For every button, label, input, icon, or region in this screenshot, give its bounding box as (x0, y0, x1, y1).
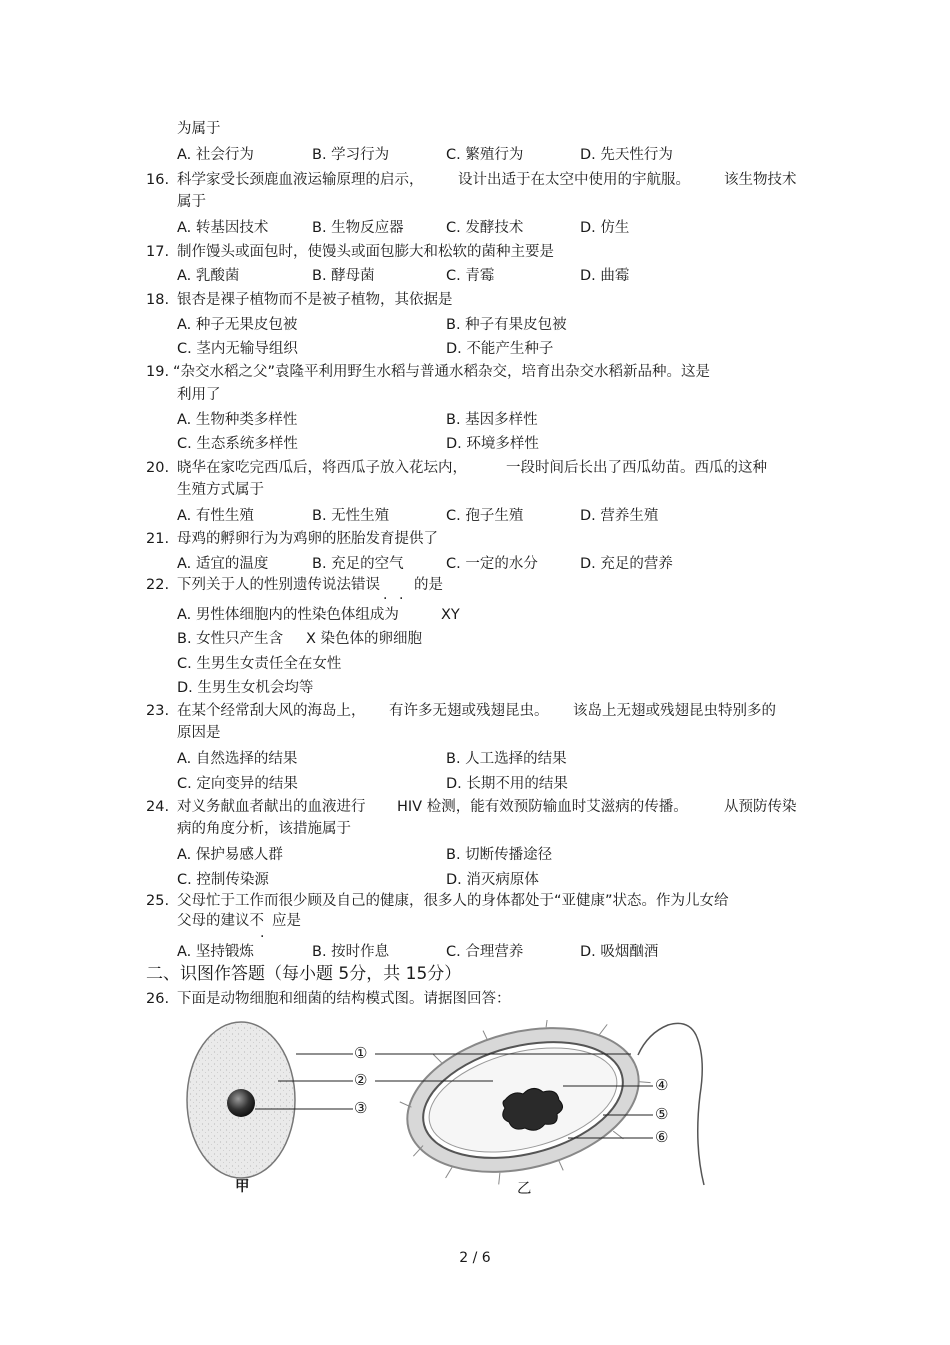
label-6: ⑥ (655, 1128, 669, 1146)
q24-stem-line2: 病的角度分析，该措施属于 (177, 821, 351, 837)
q23-option-d: D. 长期不用的结果 (446, 776, 568, 792)
q21-option-c: C. 一定的水分 (446, 556, 538, 572)
q16-stem-part3: 该生物技术 (724, 172, 797, 188)
q15-option-b: B. 学习行为 (312, 147, 390, 163)
emphasis-dot: . (383, 587, 388, 603)
q23-number: 23. (146, 703, 170, 719)
q21-option-d: D. 充足的营养 (580, 556, 673, 572)
q16-option-d: D. 仿生 (580, 220, 630, 236)
q24-option-c: C. 控制传染源 (177, 872, 269, 888)
q21-stem: 母鸡的孵卵行为为鸡卵的胚胎发育提供了 (177, 531, 438, 547)
q18-option-d: D. 不能产生种子 (446, 341, 554, 357)
q20-stem-line2: 生殖方式属于 (177, 482, 264, 498)
cell-diagram (183, 1020, 763, 1198)
q19-option-d: D. 环境多样性 (446, 436, 539, 452)
q23-stem: 在某个经常刮大风的海岛上， (177, 703, 366, 719)
q22-option-d: D. 生男生女机会均等 (177, 680, 314, 696)
q21-option-a: A. 适宜的温度 (177, 556, 269, 572)
q19-option-a: A. 生物种类多样性 (177, 412, 298, 428)
q17-option-d: D. 曲霉 (580, 268, 630, 284)
label-jia: 甲 (235, 1179, 250, 1195)
q18-option-a: A. 种子无果皮包被 (177, 317, 298, 333)
q22-number: 22. (146, 577, 170, 593)
q17-option-c: C. 青霉 (446, 268, 495, 284)
q15-option-c: C. 繁殖行为 (446, 147, 524, 163)
q26-stem: 下面是动物细胞和细菌的结构模式图。请据图回答： (177, 991, 511, 1007)
q18-stem: 银杏是裸子植物而不是被子植物，其依据是 (177, 292, 453, 308)
q25-number: 25. (146, 893, 170, 909)
q24-option-d: D. 消灭病原体 (446, 872, 539, 888)
q22-option-c: C. 生男生女责任全在女性 (177, 656, 342, 672)
label-4: ④ (655, 1076, 669, 1094)
q15-option-d: D. 先天性行为 (580, 147, 673, 163)
q23-option-a: A. 自然选择的结果 (177, 751, 298, 767)
section-heading: 二、识图作答题（每小题 5分，共 15分） (146, 964, 462, 984)
q23-stem-line2: 原因是 (177, 725, 221, 741)
q19-stem-line2: 利用了 (177, 387, 221, 403)
emphasis-dot: . (399, 587, 404, 603)
q15-option-a: A. 社会行为 (177, 147, 254, 163)
q25-option-b: B. 按时作息 (312, 944, 390, 960)
q24-option-b: B. 切断传播途径 (446, 847, 553, 863)
label-3: ③ (354, 1099, 368, 1117)
q22-option-b-tail: X 染色体的卵细胞 (306, 631, 423, 647)
q19-option-b: B. 基因多样性 (446, 412, 538, 428)
q16-stem: 科学家受长颈鹿血液运输原理的启示， (177, 172, 424, 188)
q22-option-b: B. 女性只产生含 (177, 631, 284, 647)
q24-stem-part2: HIV 检测，能有效预防输血时艾滋病的传播。 (397, 799, 688, 815)
q25-stem: 父母忙于工作而很少顾及自己的健康，很多人的身体都处于“亚健康”状态。作为儿女给 (177, 893, 729, 909)
q20-option-a: A. 有性生殖 (177, 508, 254, 524)
page-number: 2 / 6 (459, 1250, 491, 1266)
q16-option-a: A. 转基因技术 (177, 220, 269, 236)
label-1: ① (354, 1044, 368, 1062)
q21-option-b: B. 充足的空气 (312, 556, 404, 572)
q22-stem-part2: 的是 (414, 577, 443, 593)
q25-option-c: C. 合理营养 (446, 944, 524, 960)
q20-option-c: C. 孢子生殖 (446, 508, 524, 524)
q16-option-b: B. 生物反应器 (312, 220, 404, 236)
q25-option-d: D. 吸烟酗酒 (580, 944, 659, 960)
q18-number: 18. (146, 292, 170, 308)
q24-stem-part3: 从预防传染 (724, 799, 797, 815)
q23-option-b: B. 人工选择的结果 (446, 751, 567, 767)
nucleus (227, 1089, 255, 1117)
q23-option-c: C. 定向变异的结果 (177, 776, 298, 792)
q19-number: 19. (146, 364, 170, 380)
q24-option-a: A. 保护易感人群 (177, 847, 283, 863)
q18-option-b: B. 种子有果皮包被 (446, 317, 567, 333)
q17-number: 17. (146, 244, 170, 260)
q25-stem-line2-tail: 应是 (272, 913, 301, 929)
q17-option-b: B. 酵母菌 (312, 268, 375, 284)
q21-number: 21. (146, 531, 170, 547)
q22-option-a: A. 男性体细胞内的性染色体组成为 (177, 607, 399, 623)
q19-option-c: C. 生态系统多样性 (177, 436, 298, 452)
q22-stem: 下列关于人的性别遗传说法错误 (177, 577, 380, 593)
q22-option-a-tail: XY (441, 607, 460, 623)
q17-option-a: A. 乳酸菌 (177, 268, 240, 284)
q25-option-a: A. 坚持锻炼 (177, 944, 254, 960)
q16-number: 16. (146, 172, 170, 188)
q16-stem-line2: 属于 (177, 194, 206, 210)
q16-option-c: C. 发酵技术 (446, 220, 524, 236)
q17-stem: 制作馒头或面包时，使馒头或面包膨大和松软的菌种主要是 (177, 244, 554, 260)
q20-option-b: B. 无性生殖 (312, 508, 390, 524)
q24-number: 24. (146, 799, 170, 815)
q25-stem-line2: 父母的建议不 (177, 913, 264, 929)
q26-number: 26. (146, 991, 170, 1007)
q19-stem: “杂交水稻之父”袁隆平利用野生水稻与普通水稻杂交，培育出杂交水稻新品种。这是 (173, 364, 711, 380)
q20-stem: 晓华在家吃完西瓜后，将西瓜子放入花坛内， (177, 460, 467, 476)
q18-option-c: C. 茎内无输导组织 (177, 341, 298, 357)
q24-stem: 对义务献血者献出的血液进行 (177, 799, 366, 815)
q23-stem-part2: 有许多无翅或残翅昆虫。 (389, 703, 549, 719)
q20-option-d: D. 营养生殖 (580, 508, 659, 524)
label-2: ② (354, 1071, 368, 1089)
flagellum (638, 1023, 704, 1185)
q15-stem-tail: 为属于 (177, 121, 221, 137)
label-5: ⑤ (655, 1105, 669, 1123)
animal-cell (187, 1022, 295, 1178)
label-yi: 乙 (517, 1181, 532, 1197)
q23-stem-part3: 该岛上无翅或残翅昆虫特别多的 (573, 703, 776, 719)
q16-stem-part2: 设计出适于在太空中使用的宇航服。 (458, 172, 690, 188)
q20-number: 20. (146, 460, 170, 476)
emphasis-dot: . (260, 925, 265, 941)
q20-stem-part2: 一段时间后长出了西瓜幼苗。西瓜的这种 (506, 460, 767, 476)
